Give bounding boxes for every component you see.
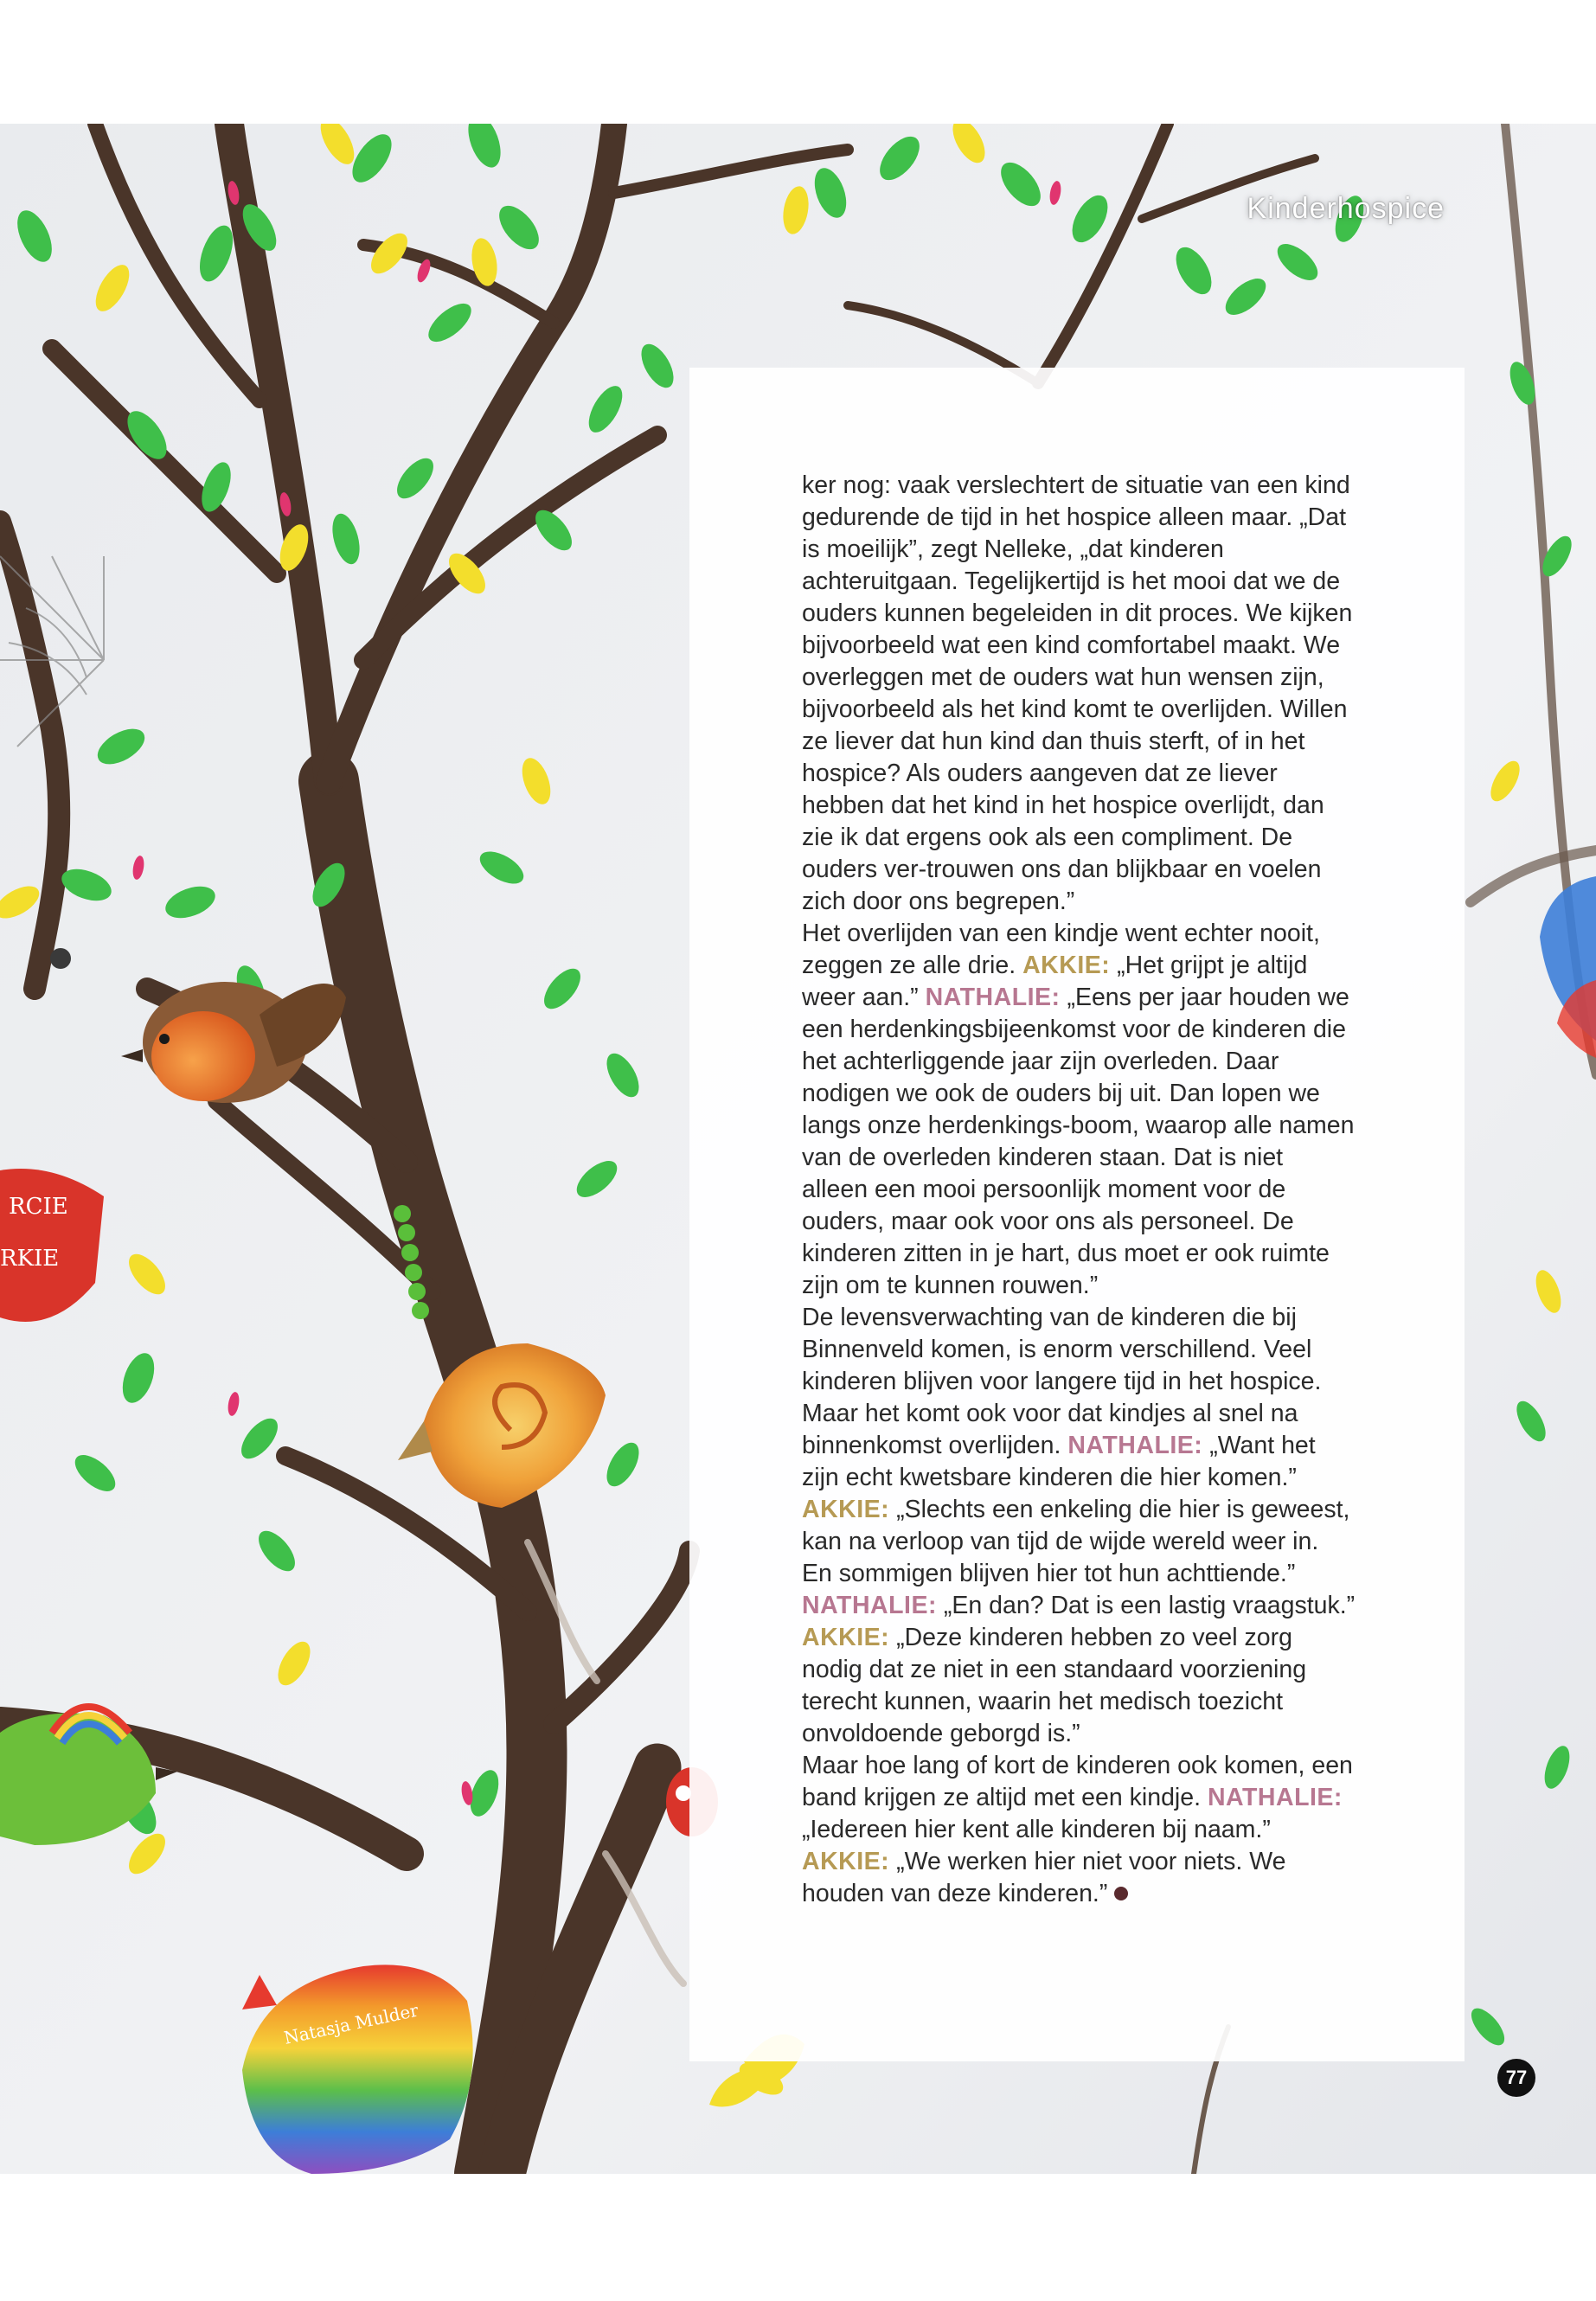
article-text-panel: [689, 368, 1465, 2061]
article-text: „Eens per jaar houden we een herdenkingsbijeenkomst voor de kinderen die het achterliggende jaar zijn overleden. Daar nodigen we ook de ouders bij uit. Dan lopen we langs onze herdenkings-boom, waarop alle namen van de overleden kinderen staan. Dat is niet alleen een mooi persoonlijk moment voor de ouders, maar ook voor ons als personeel. De kinderen zitten in je hart, dus moet er ook ruimte zijn om te kunnen rouwen.”: [802, 984, 1355, 1299]
article-text: „Iedereen hier kent alle kinderen bij naam.”: [802, 1816, 1271, 1843]
article-text: „Deze kinderen hebben zo veel zorg nodig dat ze niet in een standaard voorziening terecht kunnen, waarin het medisch toezicht onvoldoende geborgd is.”: [802, 1624, 1307, 1747]
article-text: Maar hoe lang of kort de kinderen ook komen, een band krijgen ze altijd met een kindje.: [802, 1752, 1353, 1811]
speaker-label-nathalie: NATHALIE:: [1067, 1432, 1203, 1459]
speaker-label-akkie: AKKIE:: [802, 1624, 890, 1651]
article-paragraph: [802, 470, 1356, 918]
article-body: [802, 470, 1356, 1910]
article-text: De levensverwachting van de kinderen die bij Binnenveld komen, is enorm verschillend. Veel kinderen blijven voor langere tijd in het hospice. Maar het komt ook voor dat kindjes al snel na binnenkomst overlijden.: [802, 1304, 1322, 1459]
speaker-label-nathalie: NATHALIE:: [925, 984, 1061, 1011]
article-text: „We werken hier niet voor niets. We houden van deze kinderen.”: [802, 1848, 1286, 1907]
speaker-label-nathalie: NATHALIE:: [1207, 1784, 1343, 1811]
section-label: Kinderhospice: [1247, 192, 1445, 225]
article-text: ker nog: vaak verslechtert de situatie van een kind gedurende de tijd in het hospice alleen maar. „Dat is moeilijk”, zegt Nelleke, „dat kinderen achteruitgaan. Tegelijkertijd is het mooi dat we de ouders kunnen begeleiden in dit proces. We kijken bijvoorbeeld wat een kind comfortabel maakt. We overleggen met de ouders wat hun wensen zijn, bijvoorbeeld als het kind komt te overlijden. Willen ze liever dat hun kind dan thuis sterft, of in het hospice? Als ouders aangeven dat ze liever hebben dat het kind in het hospice overlijdt, dan zie ik dat ergens ook als een compliment. De ouders ver-trouwen ons dan blijkbaar en voelen zich door ons begrepen.”: [802, 471, 1353, 915]
article-paragraph: [802, 1750, 1356, 1910]
article-paragraph: [802, 1302, 1356, 1750]
article-text: Het overlijden van een kindje went echter nooit, zeggen ze alle drie.: [802, 920, 1320, 979]
end-of-article-dot-icon: [1114, 1887, 1128, 1900]
speaker-label-akkie: AKKIE:: [802, 1848, 890, 1875]
speaker-label-akkie: AKKIE:: [1022, 952, 1111, 979]
page-number: 77: [1497, 2059, 1535, 2097]
svg-text:RCIE: RCIE: [9, 1194, 68, 1220]
article-text: „Het grijpt je altijd weer aan.”: [802, 952, 1308, 1011]
svg-text:RKIE: RKIE: [0, 1246, 60, 1272]
svg-text:Natasja Mulder: Natasja Mulder: [282, 1999, 420, 2048]
article-text: „Want het zijn echt kwetsbare kinderen die hier komen.”: [802, 1432, 1316, 1491]
article-text: „En dan? Dat is een lastig vraagstuk.”: [936, 1592, 1356, 1619]
speaker-label-nathalie: NATHALIE:: [802, 1592, 937, 1619]
speaker-label-akkie: AKKIE:: [802, 1496, 890, 1523]
article-text: „Slechts een enkeling die hier is geweest, kan na verloop van tijd de wijde wereld weer in. En sommigen blijven hier tot hun achttiende.”: [802, 1496, 1350, 1587]
article-paragraph: [802, 918, 1356, 1302]
